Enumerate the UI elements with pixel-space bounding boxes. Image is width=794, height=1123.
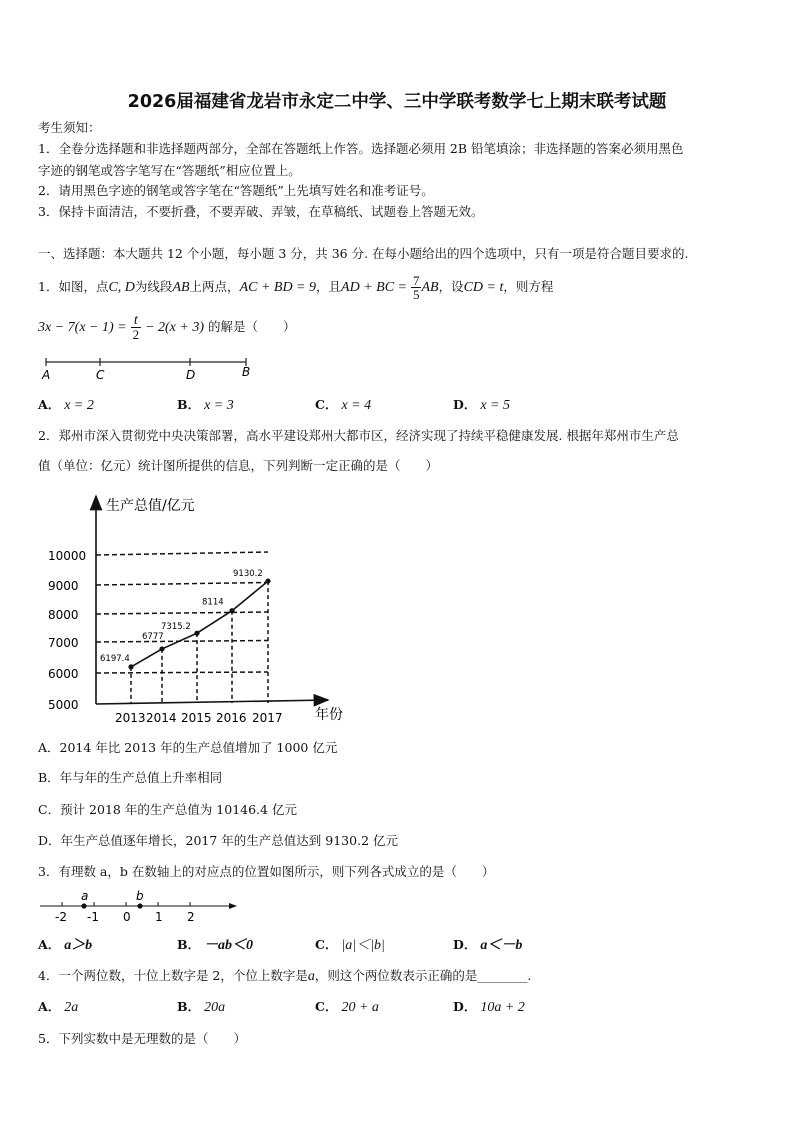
option-text: a＞b [64,938,93,953]
notice-line-1b: 字迹的钢笔或答字笔写在“答题纸”相应位置上。 [38,163,301,178]
option-letter: D． [453,999,477,1014]
q1-equation-line [38,314,296,341]
q2-stem-line-1: 2．郑州市深入贯彻党中央决策部署，高水平建设郑州大都市区，经济实现了持续平稳健康发展. 根据年郑州市生产总 [38,428,679,443]
q1-equation-1: AC + BD = 9 [239,280,317,295]
q1-fraction-num: 7 [412,273,420,288]
q1-segment-ab-2: AB [421,280,439,295]
x-tick-label: 2014 [146,711,177,725]
q2-option-d[interactable]: D．年生产总值逐年增长，2017 年的生产总值达到 9130.2 亿元 [38,833,398,848]
q1-text-4: ，且 [316,279,342,294]
q5-stem: 5．下列实数中是无理数的是（ ） [38,1031,246,1046]
data-label: 6777 [142,631,164,642]
notice-line-3: 3．保持卡面清洁，不要折叠，不要弄破、弄皱，在草稿纸、试题卷上答题无效。 [38,204,484,219]
q4-variable: a [307,969,315,984]
y-axis-label: 生产总值/亿元 [106,498,195,514]
q1-segment-diagram [38,352,268,382]
q4-option-c[interactable] [315,999,379,1016]
label-c: C [96,368,105,382]
option-letter: D． [453,937,477,952]
gdp-line-chart [40,490,360,730]
number-line-label: 1 [155,910,163,924]
number-line-label: -2 [55,910,67,924]
grid-line [96,612,268,614]
option-text: x = 5 [480,398,510,413]
q1-fraction-t-2 [131,314,142,341]
page-title: 2026届福建省龙岩市永定二中学、三中学联考数学七上期末联考试题 [127,92,667,112]
q1-text-7: 的解是（ ） [207,319,296,334]
x-tick-label: 2016 [216,711,247,725]
q4-option-b[interactable] [177,999,225,1016]
q3-stem: 3．有理数 a，b 在数轴上的对应点的位置如图所示，则下列各式成立的是（ ） [38,864,495,879]
option-text: |a|＜|b| [341,938,385,953]
data-point [159,646,164,651]
q1-option-a[interactable] [38,397,94,414]
notice-line-1a: 1．全卷分选择题和非选择题两部分，全部在答题纸上作答。选择题必须用 2B 铅笔填涂；非选择题的答案必须用黑色 [38,141,684,156]
option-letter: C． [315,397,338,412]
option-letter: C． [315,999,338,1014]
data-label: 7315.2 [161,622,191,633]
q4-stem-text: 4．一个两位数，十位上数字是 2，个位上数字是 [38,968,308,983]
q1-points-cd: C, D [108,280,135,295]
q1-equation-3: CD = t [463,280,504,295]
number-line-label: -1 [87,910,99,924]
y-tick-label: 6000 [48,667,79,681]
option-text: x = 4 [341,398,372,413]
q1-frac-2: 2 [132,327,140,342]
q1-eq-right: − 2(x + 3) [145,320,204,335]
q1-text-5: ，设 [438,279,464,294]
q1-option-c[interactable] [315,397,371,414]
data-point [229,608,234,613]
option-letter: C． [315,937,338,952]
q1-text-6: ，则方程 [503,279,554,294]
q1-fraction-den: 5 [412,287,420,302]
q4-option-a[interactable] [38,999,78,1016]
option-text: x = 2 [64,398,94,413]
option-letter: A． [38,999,61,1014]
y-tick-label: 9000 [48,579,79,593]
q1-text-3: 上两点， [189,279,240,294]
q1-text-1: 如图，点 [58,279,109,294]
option-letter: B． [177,937,201,952]
data-point [265,578,270,583]
option-text: 20a [204,1000,226,1015]
q2-option-b[interactable]: B．年与年的生产总值上升率相同 [38,770,223,785]
option-letter: B． [177,397,201,412]
q4-stem [38,968,531,985]
q1-segment-ab: AB [172,280,190,295]
data-point [194,631,199,636]
q3-option-d[interactable] [453,937,522,954]
q2-option-a[interactable]: A．2014 年比 2013 年的生产总值增加了 1000 亿元 [38,740,338,755]
data-label: 8114 [202,597,224,608]
x-axis-label: 年份 [315,707,343,723]
q1-stem [38,274,553,301]
grid-line [96,552,268,555]
y-tick-label: 8000 [48,608,79,622]
grid-line [96,672,268,673]
point-a-dot [81,903,86,908]
number-line-label: 0 [123,910,131,924]
y-tick-label: 5000 [48,698,79,712]
notice-heading: 考生须知： [38,120,101,135]
label-d: D [186,368,196,382]
option-text: x = 3 [204,398,234,413]
option-text: 2a [64,1000,79,1015]
label-b: B [242,365,251,379]
q4-stem-text-2: ，则这个两位数表示正确的是________. [314,968,532,983]
label-a: A [42,368,51,382]
x-tick-label: 2013 [115,711,146,725]
q1-option-b[interactable] [177,397,234,414]
point-b-label: b [136,889,144,903]
q1-fraction-7-5 [411,274,422,301]
series-line [131,581,268,667]
q2-option-c[interactable]: C．预计 2018 年的生产总值为 10146.4 亿元 [38,802,297,817]
q1-eq-left: 3x − 7(x − 1) = [38,320,127,335]
section-heading: 一、选择题：本大题共 12 个小题，每小题 3 分，共 36 分. 在每小题给出的四个选项中，只有一项是符合题目要求的. [38,246,689,261]
notice-line-2: 2．请用黑色字迹的钢笔或答字笔在“答题纸”上先填写姓名和准考证号。 [38,183,434,198]
q1-frac-t: t [131,314,142,328]
y-tick-label: 10000 [48,549,87,563]
option-text: －ab＜0 [204,938,254,953]
point-b-dot [137,903,142,908]
option-letter: B． [177,999,201,1014]
option-text: 20 + a [341,1000,379,1015]
q3-option-a[interactable] [38,937,92,954]
option-text: a＜－b [480,938,523,953]
data-point [128,664,133,669]
point-a-label: a [81,889,89,903]
q4-option-d[interactable] [453,999,525,1016]
grid-line [96,583,268,586]
data-label: 6197.4 [100,653,130,664]
q2-stem-line-2: 值（单位：亿元）统计图所提供的信息，下列判断一定正确的是（ ） [38,458,439,473]
q1-text-2: 为线段 [134,279,173,294]
number-line-label: 2 [187,910,195,924]
x-tick-label: 2017 [252,711,283,725]
data-label: 9130.2 [233,569,263,580]
q1-number: 1． [38,279,59,294]
option-text: 10a + 2 [480,1000,525,1015]
q3-number-line [36,888,246,924]
option-letter: A． [38,937,61,952]
q3-option-b[interactable] [177,937,253,954]
q3-option-c[interactable] [315,937,385,954]
option-letter: A． [38,397,61,412]
q1-equation-2: AD + BC = [341,280,407,295]
option-letter: D． [453,397,477,412]
y-tick-label: 7000 [48,636,79,650]
q1-option-d[interactable] [453,397,510,414]
x-tick-label: 2015 [181,711,212,725]
